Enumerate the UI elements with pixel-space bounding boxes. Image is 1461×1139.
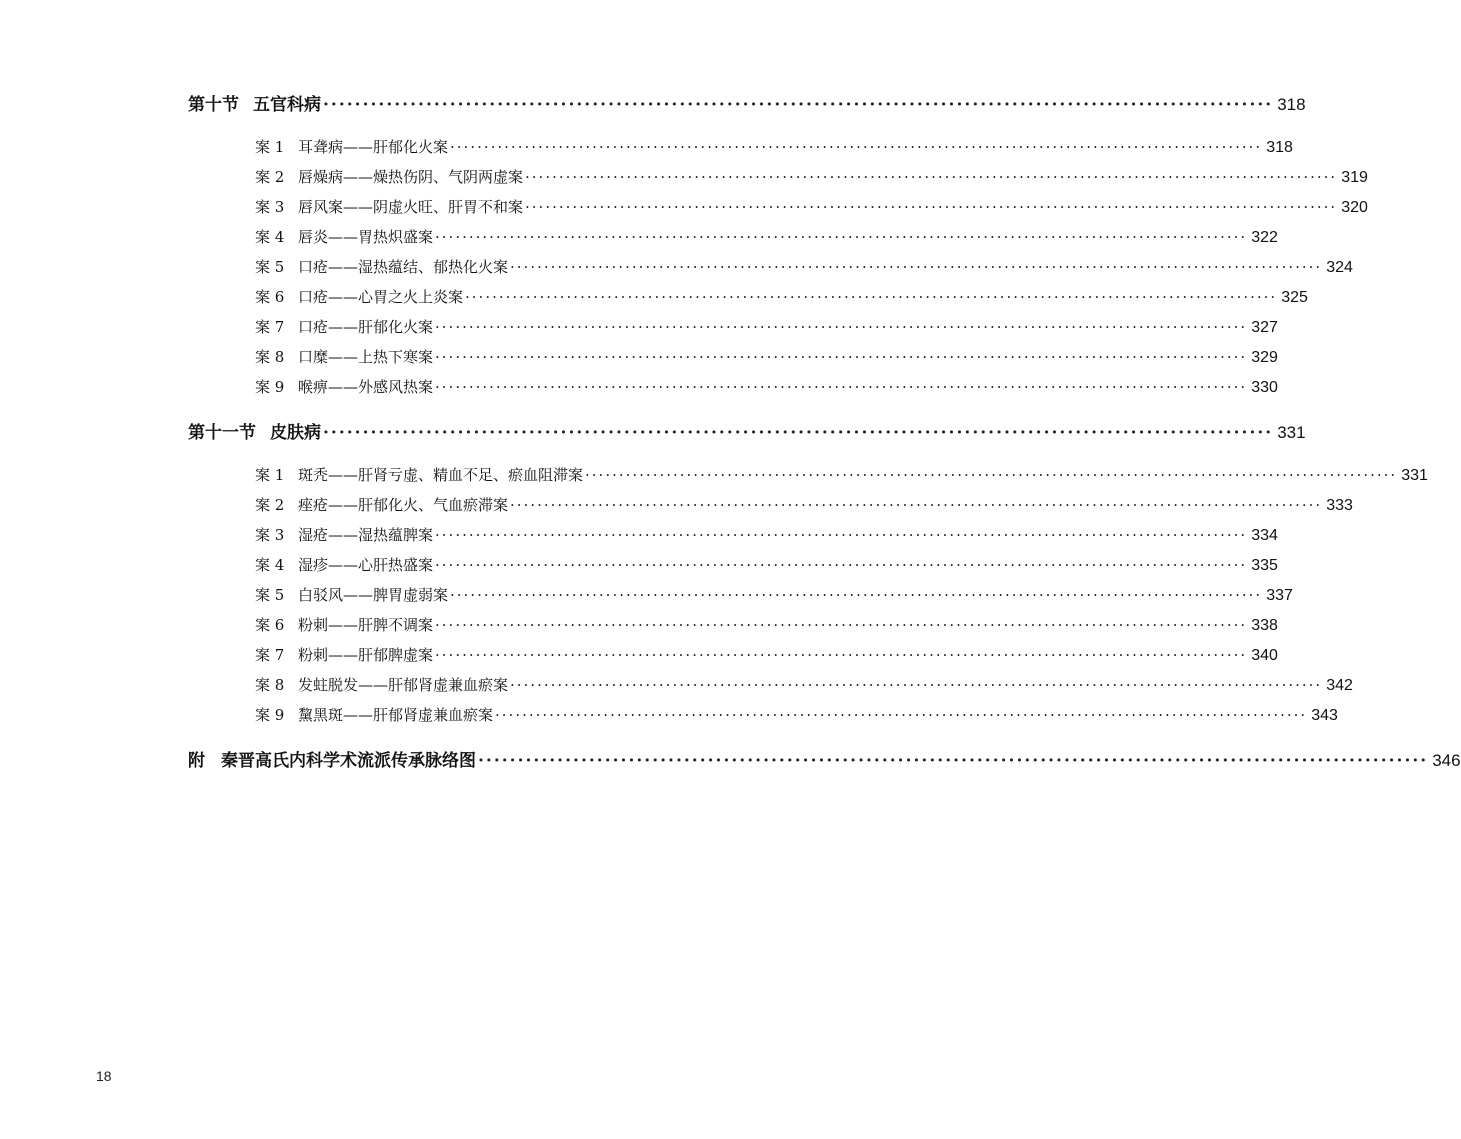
section-title: 皮肤病 <box>270 423 321 443</box>
entry-title: 唇风案——阴虚火旺、肝胃不和案 <box>298 198 524 216</box>
entry-title: 粉刺——肝郁脾虚案 <box>298 646 434 664</box>
appendix-mark: 附 <box>188 751 205 771</box>
toc-section-10[interactable] <box>188 88 1306 122</box>
section-number: 第十节 <box>188 95 239 115</box>
entry-title: 痤疮——肝郁化火、气血瘀滞案 <box>298 496 509 514</box>
entry-title: 唇燥病——燥热伤阴、气阴两虚案 <box>298 168 524 186</box>
entry-title: 黧黑斑——肝郁肾虚兼血瘀案 <box>298 706 494 724</box>
case-number: 案 3 <box>255 198 285 216</box>
toc-section-11[interactable] <box>188 416 1306 450</box>
dot-leader: ························································································································ <box>435 228 1248 246</box>
section-heading <box>188 416 321 450</box>
entry-page: 337 <box>1266 587 1293 604</box>
toc-entry[interactable] <box>188 610 1278 640</box>
dot-leader: ························································································································ <box>435 646 1248 664</box>
dot-leader: ························································································································ <box>450 138 1263 156</box>
toc-entry[interactable] <box>188 460 1428 490</box>
entry-title: 喉痹——外感风热案 <box>298 378 434 396</box>
toc-entry[interactable] <box>188 162 1368 192</box>
entry-title: 湿疮——湿热蕴脾案 <box>298 526 434 544</box>
entry-page: 340 <box>1251 647 1278 664</box>
entry-page: 319 <box>1341 169 1368 186</box>
dot-leader: ························································································································ <box>435 616 1248 634</box>
entry-page: 325 <box>1281 289 1308 306</box>
toc-entry[interactable] <box>188 192 1368 222</box>
dot-leader: ························································································································ <box>435 526 1248 544</box>
toc-entry[interactable] <box>188 132 1293 162</box>
dot-leader: ························································································································ <box>435 556 1248 574</box>
entry-page: 331 <box>1401 467 1428 484</box>
toc-entry[interactable] <box>188 222 1278 252</box>
entry-title: 斑秃——肝肾亏虚、精血不足、瘀血阻滞案 <box>298 466 584 484</box>
entry-page: 327 <box>1251 319 1278 336</box>
case-number: 案 1 <box>255 466 285 484</box>
section-page: 331 <box>1277 423 1306 442</box>
entry-title: 口糜——上热下寒案 <box>298 348 434 366</box>
toc-entry[interactable] <box>188 520 1278 550</box>
case-number: 案 5 <box>255 586 285 604</box>
toc-entry[interactable] <box>188 670 1353 700</box>
dot-leader: ························································································································ <box>450 586 1263 604</box>
entry-title: 白驳风——脾胃虚弱案 <box>298 586 449 604</box>
toc-entry[interactable] <box>188 372 1278 402</box>
entry-title: 湿疹——心肝热盛案 <box>298 556 434 574</box>
toc-entry[interactable] <box>188 252 1353 282</box>
toc-entry[interactable] <box>188 342 1278 372</box>
dot-leader: ························································································································ <box>510 676 1323 694</box>
case-number: 案 4 <box>255 556 285 574</box>
case-number: 案 4 <box>255 228 285 246</box>
toc-entry[interactable] <box>188 282 1308 312</box>
dot-leader: ························································································································ <box>323 423 1274 443</box>
case-number: 案 7 <box>255 646 285 664</box>
appendix-page: 346 <box>1432 751 1461 770</box>
section-page: 318 <box>1277 95 1306 114</box>
dot-leader: ························································································································ <box>585 466 1398 484</box>
toc-entry[interactable] <box>188 312 1278 342</box>
dot-leader: ························································································································ <box>510 258 1323 276</box>
toc-appendix[interactable] <box>188 744 1461 778</box>
entry-page: 324 <box>1326 259 1353 276</box>
toc-entry[interactable] <box>188 640 1278 670</box>
section-title: 五官科病 <box>253 95 321 115</box>
entry-page: 322 <box>1251 229 1278 246</box>
case-number: 案 7 <box>255 318 285 336</box>
entry-page: 329 <box>1251 349 1278 366</box>
case-number: 案 5 <box>255 258 285 276</box>
case-number: 案 3 <box>255 526 285 544</box>
section-heading <box>188 88 321 122</box>
toc-entry[interactable] <box>188 490 1353 520</box>
entry-page: 338 <box>1251 617 1278 634</box>
case-number: 案 1 <box>255 138 285 156</box>
case-number: 案 6 <box>255 616 285 634</box>
case-number: 案 6 <box>255 288 285 306</box>
case-number: 案 9 <box>255 706 285 724</box>
entry-title: 口疮——肝郁化火案 <box>298 318 434 336</box>
toc-entry[interactable] <box>188 580 1293 610</box>
entry-page: 318 <box>1266 139 1293 156</box>
entry-page: 335 <box>1251 557 1278 574</box>
toc-entry[interactable] <box>188 700 1338 730</box>
entry-title: 唇炎——胃热炽盛案 <box>298 228 434 246</box>
entry-page: 320 <box>1341 199 1368 216</box>
appendix-title: 秦晋高氏内科学术流派传承脉络图 <box>221 751 476 771</box>
entry-page: 342 <box>1326 677 1353 694</box>
entry-title: 粉刺——肝脾不调案 <box>298 616 434 634</box>
dot-leader: ························································································································ <box>525 168 1338 186</box>
dot-leader: ························································································································ <box>435 318 1248 336</box>
toc-entry[interactable] <box>188 550 1278 580</box>
dot-leader: ························································································································ <box>435 348 1248 366</box>
entry-title: 口疮——心胃之火上炎案 <box>298 288 464 306</box>
case-number: 案 2 <box>255 168 285 186</box>
dot-leader: ························································································································ <box>465 288 1278 306</box>
dot-leader: ························································································································ <box>510 496 1323 514</box>
dot-leader: ························································································································ <box>435 378 1248 396</box>
entry-page: 343 <box>1311 707 1338 724</box>
case-number: 案 9 <box>255 378 285 396</box>
appendix-heading <box>188 744 476 778</box>
case-number: 案 8 <box>255 676 285 694</box>
dot-leader: ························································································································ <box>478 751 1429 771</box>
case-number: 案 8 <box>255 348 285 366</box>
entry-page: 330 <box>1251 379 1278 396</box>
table-of-contents <box>188 88 1461 778</box>
entry-title: 口疮——湿热蕴结、郁热化火案 <box>298 258 509 276</box>
entry-page: 333 <box>1326 497 1353 514</box>
dot-leader: ························································································································ <box>525 198 1338 216</box>
dot-leader: ························································································································ <box>323 95 1274 115</box>
entry-title: 发蛀脱发——肝郁肾虚兼血瘀案 <box>298 676 509 694</box>
dot-leader: ························································································································ <box>495 706 1308 724</box>
entry-page: 334 <box>1251 527 1278 544</box>
entry-title: 耳聋病——肝郁化火案 <box>298 138 449 156</box>
section-number: 第十一节 <box>188 423 256 443</box>
page-number: 18 <box>96 1068 112 1084</box>
case-number: 案 2 <box>255 496 285 514</box>
